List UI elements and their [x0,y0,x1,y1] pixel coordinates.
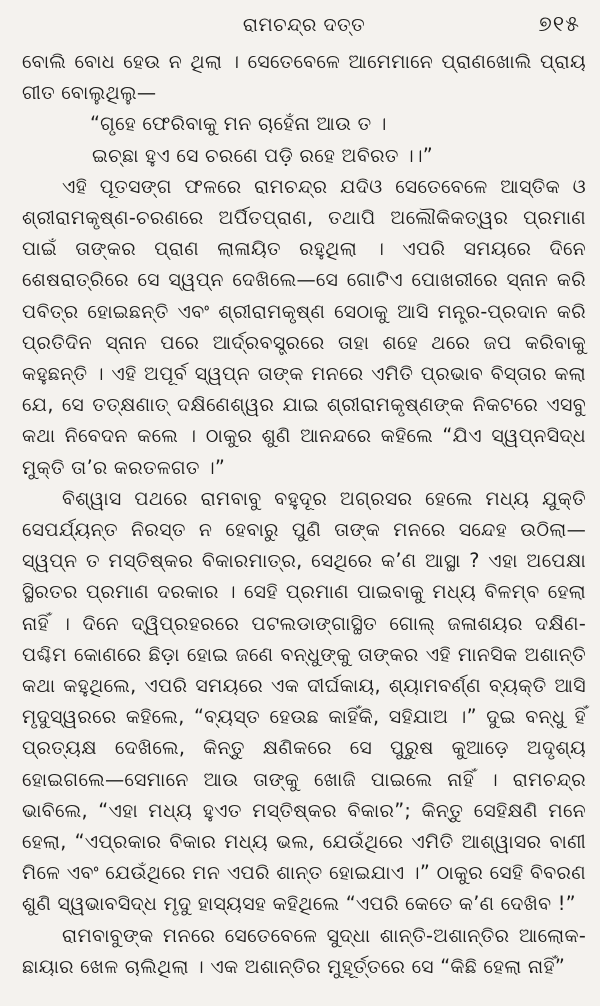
verse-block [22,108,586,170]
paragraph-2: ଏହି ପୂତସଙ୍ଗ ଫଳରେ ରାମଚନ୍ଦ୍ର ଯଦିଓ ସେତେବେଳେ ଆସ୍ତିକ ଓ ଶ୍ରୀରାମକୃଷ୍ଣ-ଚରଣରେ ଅର୍ପିତପ୍ରାଣ, ତଥାପି ଅଲୌକିକତ୍ୱର ପ୍ରମାଣ ପାଇଁ ତାଙ୍କର ପ୍ରାଣ ଲାଳାୟିତ ରହୁଥିଲା । ଏପରି ସମୟରେ ଦିନେ ଶେଷରାତ୍ରିରେ ସେ ସ୍ୱପ୍ନ ଦେଖିଲେ—ସେ ଗୋଟିଏ ପୋଖରୀରେ ସ୍ନାନ କରି ପବିତ୍ର ହୋଇଛନ୍ତି ଏବଂ ଶ୍ରୀରାମକୃଷ୍ଣ ସେଠାକୁ ଆସି ମନ୍ତ୍ର-ପ୍ରଦାନ କରି ପ୍ରତିଦିନ ସ୍ନାନ ପରେ ଆର୍ଦ୍ରବସ୍ତ୍ରରେ ତାହା ଶହେ ଥରେ ଜପ କରିବାକୁ କହୁଛନ୍ତି । ଏହି ଅପୂର୍ବ ସ୍ୱପ୍ନ ତାଙ୍କ ମନରେ ଏମିତି ପ୍ରଭାବ ବିସ୍ତାର କଲା ଯେ, ସେ ତତ୍‌କ୍ଷଣାତ୍ ଦକ୍ଷିଣେଶ୍ୱର ଯାଇ ଶ୍ରୀରାମକୃଷ୍ଣଙ୍କ ନିକଟରେ ଏସବୁ କଥା ନିବେଦନ କଲେ । ଠାକୁର ଶୁଣି ଆନନ୍ଦରେ କହିଲେ “ଯିଏ ସ୍ୱପ୍ନସିଦ୍ଧ ମୁକ୍ତି ତା’ର କରତଳଗତ ।” [22,174,586,479]
running-title: ରାମଚନ୍ଦ୍ର ଦତ୍ତ [242,14,366,36]
page-header [22,10,586,46]
paragraph-3: ବିଶ୍ୱାସ ପଥରେ ରାମବାବୁ ବହୁଦୂର ଅଗ୍ରସର ହେଲେ ମଧ୍ୟ ଯୁକ୍ତି ସେପର୍ଯ୍ୟନ୍ତ ନିରସ୍ତ ନ ହେବାରୁ ପୁଣି ତାଙ୍କ ମନରେ ସନ୍ଦେହ ଉଠିଲା—ସ୍ୱପ୍ନ ତ ମସ୍ତିଷ୍କର ବିକାରମାତ୍ର, ସେଥିରେ କ’ଣ ଆସ୍ଥା ? ଏହା ଅପେକ୍ଷା ସ୍ଥିରତର ପ୍ରମାଣ ଦରକାର । ସେହି ପ୍ରମାଣ ପାଇବାକୁ ମଧ୍ୟ ବିଳମ୍ବ ହେଲା ନାହିଁ । ଦିନେ ଦ୍ୱିପ୍ରହରରେ ପଟଲଡାଙ୍ଗାସ୍ଥିତ ଗୋଲ୍ ଜଳାଶୟର ଦକ୍ଷିଣ-ପଶ୍ଚିମ କୋଣରେ ଛିଡ଼ା ହୋଇ ଜଣେ ବନ୍ଧୁଙ୍କୁ ତାଙ୍କର ଏହି ମାନସିକ ଅଶାନ୍ତି କଥା କହୁଥିଲେ, ଏପରି ସମୟରେ ଏକ ଦୀର୍ଘକାୟ, ଶ୍ୟାମବର୍ଣ୍ଣ ବ୍ୟକ୍ତି ଆସି ମୃଦୁସ୍ୱରରେ କହିଲେ, “ବ୍ୟସ୍ତ ହେଉଛ କାହିଁକି, ସହିଯାଅ ।” ଦୁଇ ବନ୍ଧୁ ହିଁ ପ୍ରତ୍ୟକ୍ଷ ଦେଖିଲେ, କିନ୍ତୁ କ୍ଷଣିକରେ ସେ ପୁରୁଷ କୁଆଡ଼େ ଅଦୃଶ୍ୟ ହୋଇଗଲେ—ସେମାନେ ଆଉ ତାଙ୍କୁ ଖୋଜି ପାଇଲେ ନାହିଁ । ରାମଚନ୍ଦ୍ର ଭାବିଲେ, “ଏହା ମଧ୍ୟ ହୁଏତ ମସ୍ତିଷ୍କର ବିକାର”; କିନ୍ତୁ ସେହିକ୍ଷଣି ମନେ ହେଲା, “ଏପ୍ରକାର ବିକାର ମଧ୍ୟ ଭଲ, ଯେଉଁଥିରେ ଏମିତି ଆଶ୍ୱାସର ବାଣୀ ମିଳେ ଏବଂ ଯେଉଁଥିରେ ମନ ଏପରି ଶାନ୍ତ ହୋଇଯାଏ ।” ଠାକୁର ସେହି ବିବରଣ ଶୁଣି ସ୍ୱଭାବସିଦ୍ଧ ମୃଦୁ ହାସ୍ୟସହ କହିଥିଲେ “ଏପରି କେତେ କ’ଣ ଦେଖିବ !” [22,486,586,916]
page-number: ୭୧୫ [538,12,580,37]
verse-line-2: ଇଚ୍ଛା ହୁଏ ସେ ଚରଣେ ପଡ଼ି ରହେ ଅବିରତ ।।” [92,143,433,167]
verse-line-1: “ଗୃହେ ଫେରିବାକୁ ମନ ଚାହେଁନା ଆଉ ତ । [90,112,387,136]
paragraph-4: ରାମବାବୁଙ୍କ ମନରେ ସେତେବେଳେ ସୁଦ୍ଧା ଶାନ୍ତି-ଅଶାନ୍ତିର ଆଲୋକ-ଛାୟାର ଖେଳ ଚାଲିଥିଲା । ଏକ ଅଶାନ୍ତିର ମୁହୂର୍ତ୍ତରେ ସେ “କିଛି ହେଲା ନାହିଁ” [22,923,586,978]
page-body [22,46,586,982]
paragraph-1: ବୋଲି ବୋଧ ହେଉ ନ ଥିଲା । ସେତେବେଳେ ଆମେମାନେ ପ୍ରାଣଖୋଲି ପ୍ରାୟ ଗୀତ ବୋଲୁଥିଲୁ— [22,50,586,105]
